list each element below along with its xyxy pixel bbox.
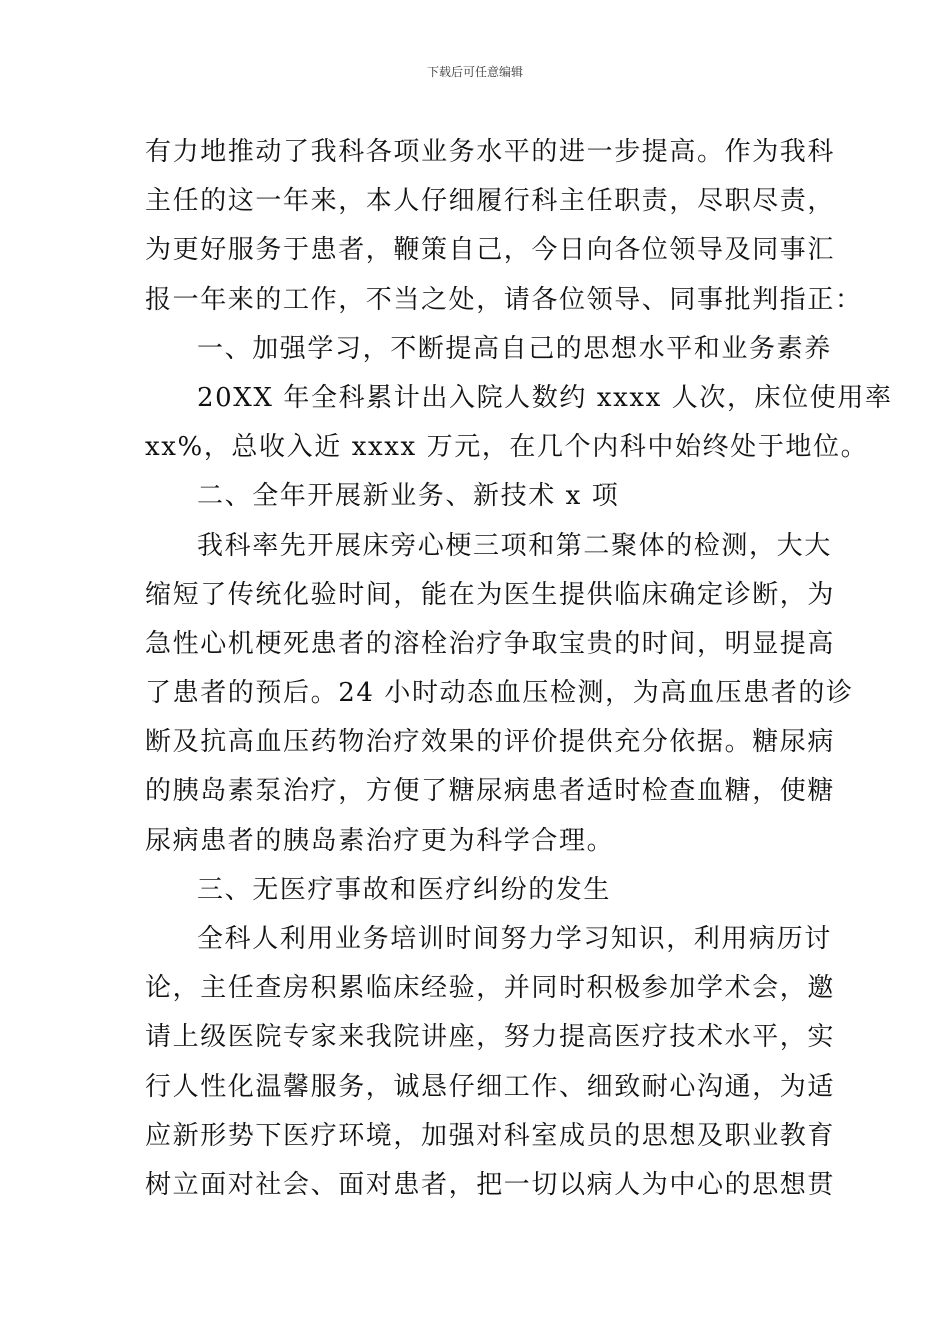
text-line-19: 请上级医院专家来我院讲座，努力提高医疗技术水平，实 (145, 1022, 836, 1053)
text-line-7: xx%，总收入近 xxxx 万元，在几个内科中始终处于地位。 (145, 432, 869, 463)
text-line-11: 急性心机梗死患者的溶栓治疗争取宝贵的时间，明显提高 (145, 628, 836, 659)
text-line-21: 应新形势下医疗环境，加强对科室成员的思想及职业教育 (145, 1120, 836, 1151)
text-line-18: 论，主任查房积累临床经验，并同时积极参加学术会，邀 (145, 973, 836, 1004)
text-line-12: 了患者的预后。24 小时动态血压检测，为高血压患者的诊 (145, 678, 854, 709)
text-line-2: 主任的这一年来，本人仔细履行科主任职责，尽职尽责， (145, 186, 836, 217)
text-line-15: 尿病患者的胰岛素治疗更为科学合理。 (145, 825, 615, 856)
text-line-13: 断及抗高血压药物治疗效果的评价提供充分依据。糖尿病 (145, 727, 836, 758)
section-heading-3: 三、无医疗事故和医疗纠纷的发生 (197, 874, 612, 905)
text-line-9: 我科率先开展床旁心梗三项和第二聚体的检测，大大 (197, 530, 832, 561)
page-header: 下载后可任意编辑 (426, 65, 523, 79)
text-line-6: 20XX 年全科累计出入院人数约 xxxx 人次，床位使用率 (197, 382, 893, 413)
text-line-10: 缩短了传统化验时间，能在为医生提供临床确定诊断，为 (145, 579, 836, 610)
text-line-14: 的胰岛素泵治疗，方便了糖尿病患者适时检查血糖，使糖 (145, 776, 836, 807)
section-heading-2: 二、全年开展新业务、新技术 x 项 (197, 481, 620, 512)
document-body (145, 128, 893, 1210)
text-line-1: 有力地推动了我科各项业务水平的进一步提高。作为我科 (145, 137, 836, 167)
text-line-3: 为更好服务于患者，鞭策自己，今日向各位领导及同事汇 (145, 235, 836, 266)
text-line-4: 报一年来的工作，不当之处，请各位领导、同事批判指正： (145, 284, 863, 315)
section-heading-1: 一、加强学习，不断提高自己的思想水平和业务素养 (197, 333, 832, 364)
text-line-17: 全科人利用业务培训时间努力学习知识，利用病历讨 (197, 924, 832, 954)
text-line-22: 树立面对社会、面对患者，把一切以病人为中心的思想贯 (145, 1169, 836, 1200)
text-line-20: 行人性化温馨服务，诚恳仔细工作、细致耐心沟通，为适 (145, 1071, 836, 1102)
